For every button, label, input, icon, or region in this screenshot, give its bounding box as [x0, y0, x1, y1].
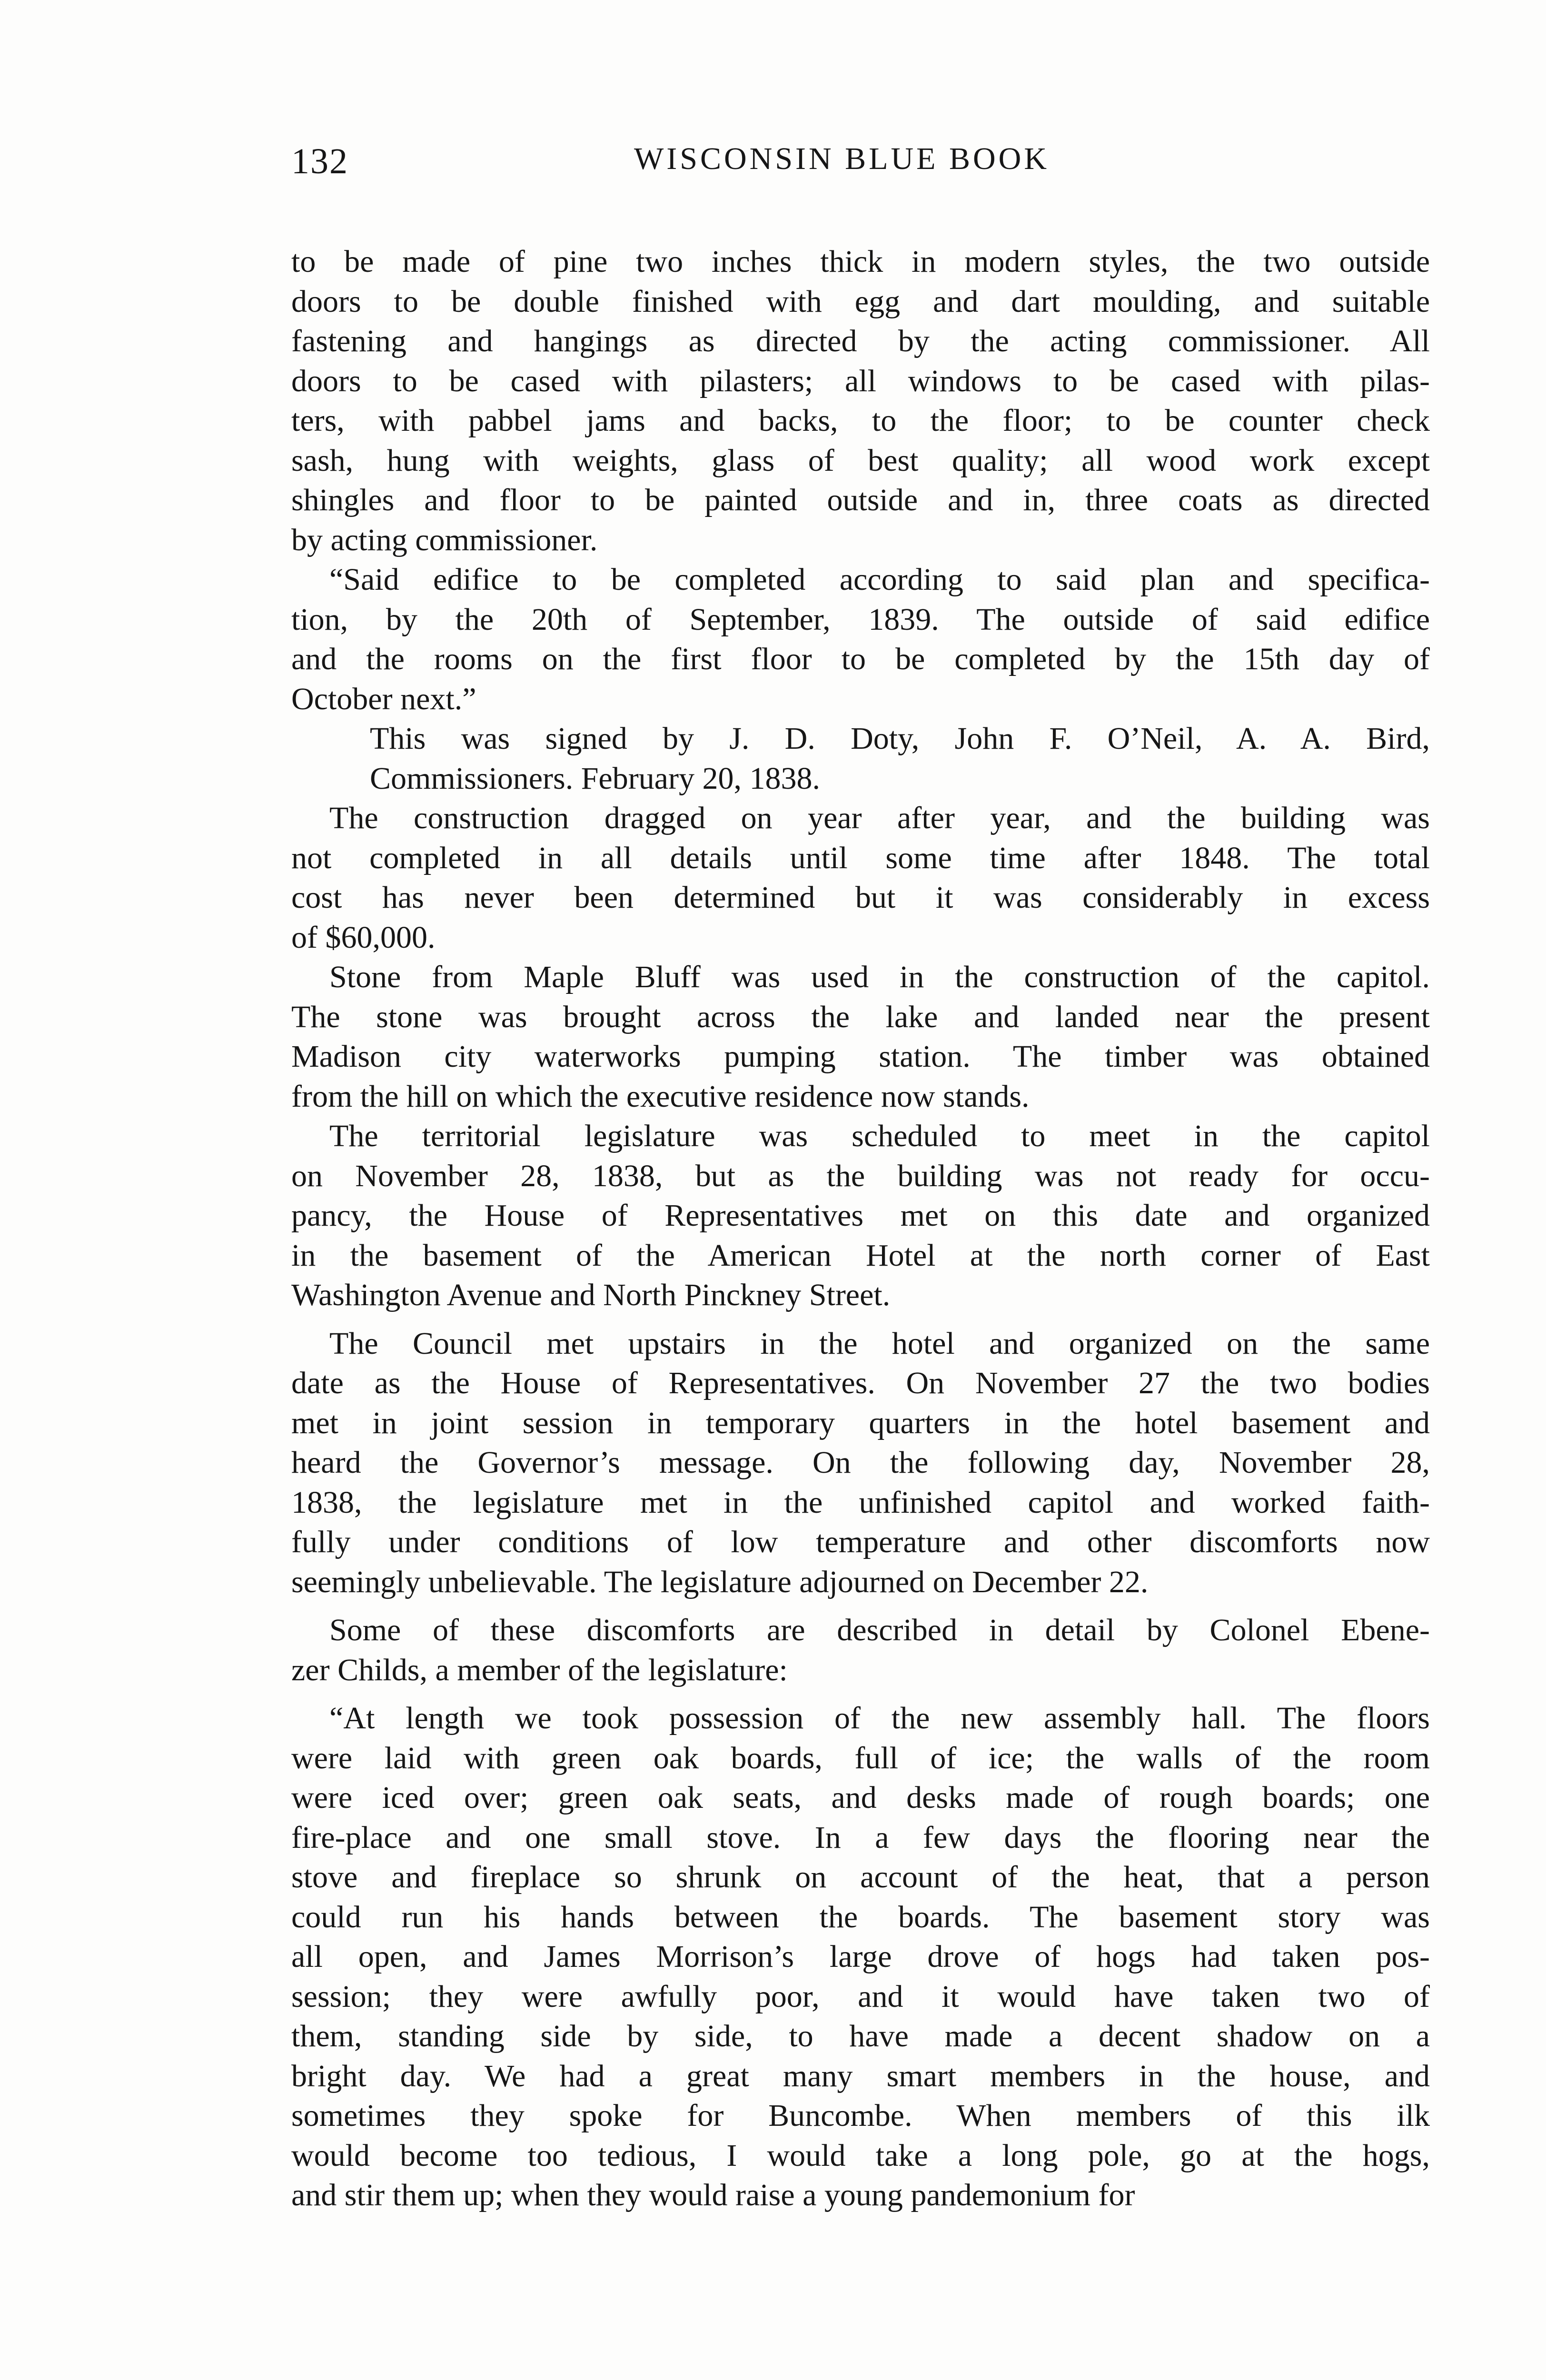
paragraph	[291, 560, 1430, 719]
text-line: would become too tedious, I would take a long pole, go at the hogs,	[291, 2138, 1430, 2173]
text-line: of $60,000.	[291, 920, 436, 955]
text-line: tion, by the 20th of September, 1839. The outside of said edifice	[291, 602, 1430, 637]
text-line: Commissioners. February 20, 1838.	[370, 761, 820, 796]
text-line: Madison city waterworks pumping station. The timber was obtained	[291, 1039, 1430, 1074]
text-line: The stone was brought across the lake and landed near the present	[291, 999, 1430, 1034]
paragraph	[291, 957, 1430, 1116]
body-text	[291, 242, 1430, 2215]
running-title: WISCONSIN BLUE BOOK	[634, 141, 1050, 176]
paragraph	[291, 1324, 1430, 1602]
text-line: were iced over; green oak seats, and desks made of rough boards; one	[291, 1780, 1430, 1815]
text-line: “Said edifice to be completed according to said plan and specifica-	[329, 562, 1430, 597]
paragraph	[291, 1698, 1430, 2215]
text-line: on November 28, 1838, but as the building was not ready for occu-	[291, 1158, 1430, 1193]
paragraph	[291, 242, 1430, 560]
text-line: and the rooms on the first floor to be completed by the 15th day of	[291, 642, 1430, 676]
text-line: them, standing side by side, to have made a decent shadow on a	[291, 2019, 1430, 2053]
paragraph	[370, 719, 1430, 798]
text-line: fastening and hangings as directed by the acting commissioner. All	[291, 324, 1430, 358]
text-line: and stir them up; when they would raise a young pandemonium for	[291, 2178, 1135, 2212]
text-line: October next.”	[291, 681, 476, 716]
text-line: seemingly unbelievable. The legislature adjourned on December 22.	[291, 1564, 1149, 1599]
text-line: doors to be double finished with egg and dart moulding, and suitable	[291, 284, 1430, 319]
text-line: heard the Governor’s message. On the following day, November 28,	[291, 1445, 1430, 1480]
text-line: by acting commissioner.	[291, 522, 598, 557]
page-number: 132	[291, 141, 348, 181]
text-line: This was signed by J. D. Doty, John F. O’Neil, A. A. Bird,	[370, 721, 1430, 756]
text-line: Washington Avenue and North Pinckney Street.	[291, 1278, 891, 1312]
text-line: The territorial legislature was scheduled to meet in the capitol	[329, 1119, 1430, 1153]
text-line: bright day. We had a great many smart members in the house, and	[291, 2058, 1430, 2093]
text-line: were laid with green oak boards, full of ice; the walls of the room	[291, 1740, 1430, 1775]
text-line: could run his hands between the boards. The basement story was	[291, 1899, 1430, 1934]
text-line: Some of these discomforts are described in detail by Colonel Ebene-	[329, 1613, 1430, 1647]
text-line: sometimes they spoke for Buncombe. When members of this ilk	[291, 2098, 1430, 2133]
text-line: cost has never been determined but it was considerably in excess	[291, 880, 1430, 915]
text-line: session; they were awfully poor, and it would have taken two of	[291, 1979, 1430, 2014]
text-line: shingles and floor to be painted outside and in, three coats as directed	[291, 483, 1430, 517]
text-line: sash, hung with weights, glass of best quality; all wood work except	[291, 443, 1430, 478]
text-line: to be made of pine two inches thick in modern styles, the two outside	[291, 244, 1430, 279]
paragraph	[291, 1116, 1430, 1315]
text-line: “At length we took possession of the new assembly hall. The floors	[329, 1701, 1430, 1735]
text-line: ters, with pabbel jams and backs, to the floor; to be counter check	[291, 403, 1430, 438]
text-line: doors to be cased with pilasters; all windows to be cased with pilas-	[291, 363, 1430, 398]
text-line: The Council met upstairs in the hotel and organized on the same	[329, 1326, 1430, 1361]
text-line: from the hill on which the executive residence now stands.	[291, 1079, 1030, 1114]
text-line: in the basement of the American Hotel at the north corner of East	[291, 1238, 1430, 1273]
text-line: zer Childs, a member of the legislature:	[291, 1652, 788, 1687]
paragraph	[291, 798, 1430, 957]
text-line: fire-place and one small stove. In a few days the flooring near the	[291, 1820, 1430, 1855]
text-line: not completed in all details until some time after 1848. The total	[291, 840, 1430, 875]
page-header	[291, 141, 1434, 193]
text-line: pancy, the House of Representatives met on this date and organized	[291, 1198, 1430, 1233]
text-line: date as the House of Representatives. On November 27 the two bodies	[291, 1366, 1430, 1400]
text-line: stove and fireplace so shrunk on account of the heat, that a person	[291, 1860, 1430, 1894]
text-line: 1838, the legislature met in the unfinished capitol and worked faith-	[291, 1485, 1430, 1520]
text-line: all open, and James Morrison’s large drove of hogs had taken pos-	[291, 1939, 1430, 1974]
text-line: The construction dragged on year after year, and the building was	[329, 801, 1430, 835]
paragraph	[291, 1610, 1430, 1690]
text-line: fully under conditions of low temperature and other discomforts now	[291, 1525, 1430, 1559]
text-line: met in joint session in temporary quarters in the hotel basement and	[291, 1405, 1430, 1440]
text-line: Stone from Maple Bluff was used in the construction of the capitol.	[329, 960, 1430, 994]
